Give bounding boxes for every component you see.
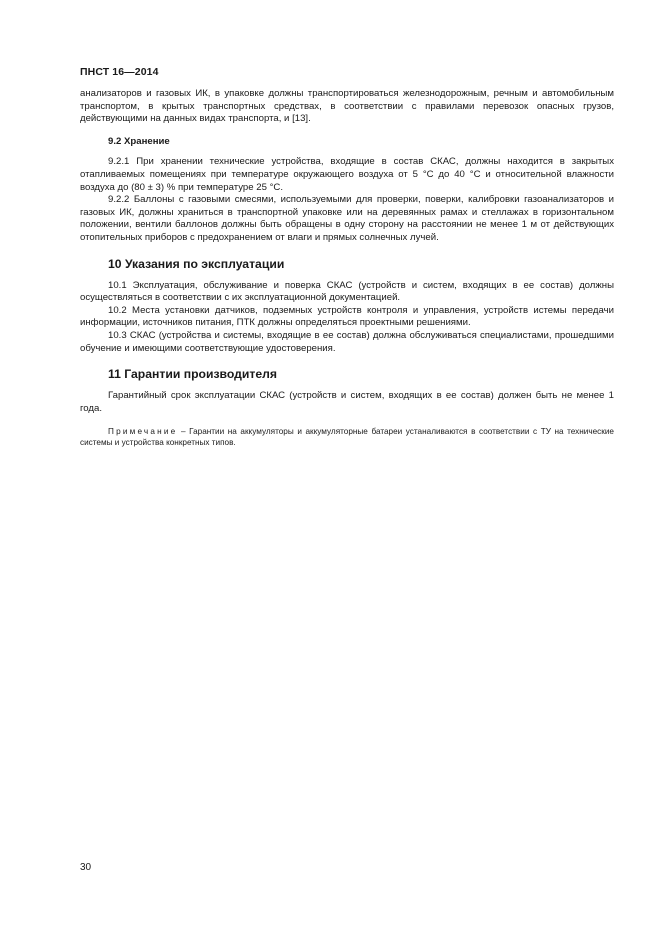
paragraph-10-1: 10.1 Эксплуатация, обслуживание и поверка СКАС (устройств и систем, входящих в ее состав) должны осуществляться в соответствии с их эксплуатационной документацией. — [80, 279, 614, 304]
doc-code-header: ПНСТ 16—2014 — [80, 66, 159, 78]
section-10-title: 10 Указания по эксплуатации — [108, 256, 285, 271]
intro-paragraph: анализаторов и газовых ИК, в упаковке должны транспортироваться железнодорожным, речным и автомобильным транспортом, в крытых транспортных средствах, в соответствии с правилами перевозок опасных грузов, действующими на данных видах транспорта, и [13]. — [80, 88, 614, 125]
paragraph-10-3: 10.3 СКАС (устройства и системы, входящие в ее состав) должна обслуживаться специалистами, прошедшими обучение и имеющими соответствующие удостоверения. — [80, 329, 614, 354]
note-text: – Гарантии на аккумуляторы и аккумуляторные батареи устаналиваются в соответствии с ТУ на технические системы и устройства конкретных типов. — [80, 427, 614, 448]
page-content — [80, 88, 614, 448]
note — [80, 426, 614, 448]
note-label: Примечание — [108, 427, 178, 437]
paragraph-10-2: 10.2 Места установки датчиков, подземных устройств контроля и управления, устройств истемы передачи информации, источников питания, ПТК должны определяться проектными решениями. — [80, 304, 614, 329]
section-9-2-title: 9.2 Хранение — [108, 135, 170, 147]
page-number: 30 — [80, 862, 92, 873]
paragraph-9-2-1: 9.2.1 При хранении технические устройства, входящие в состав СКАС, должны находится в закрытых отапливаемых помещениях при температуре окружающего воздуха от 5 °С до 40 °С и относительной влажности воздуха до (80 ± 3) % при температуре 25 °С. — [80, 156, 614, 193]
paragraph-11-1: Гарантийный срок эксплуатации СКАС (устройств и систем, входящих в ее состав) должен быть не менее 1 года. — [80, 390, 614, 414]
paragraph-9-2-2: 9.2.2 Баллоны с газовыми смесями, используемыми для проверки, поверки, калибровки газоанализаторов и газовых ИК, должны храниться в транспортной упаковке или на деревянных рамах и стеллажах в горизонтальном положении, вентили баллонов должны быть обращены в одну сторону на расстоянии не менее 1 м от действующих отопительных приборов с предохранением от влаги и прямых солнечных лучей. — [80, 194, 614, 243]
section-11-title: 11 Гарантии производителя — [108, 367, 277, 382]
